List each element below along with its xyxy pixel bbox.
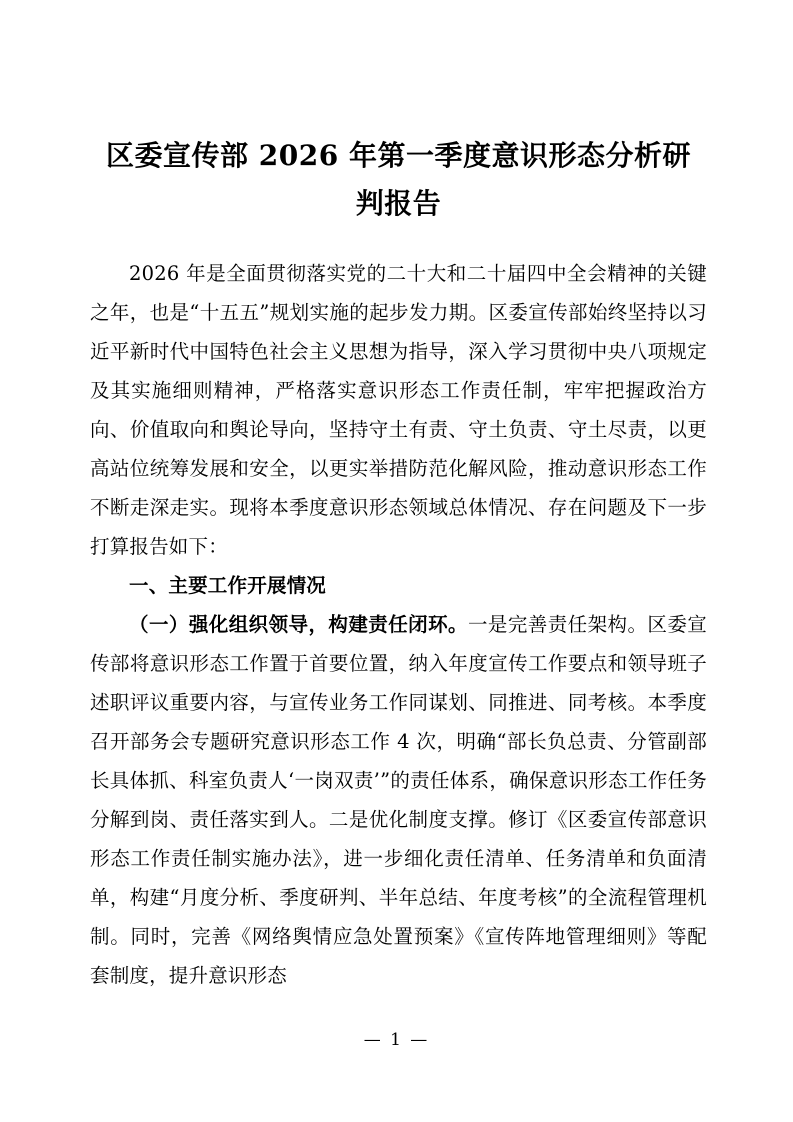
section-heading-1: 一、主要工作开展情况: [129, 574, 327, 597]
page-number: — 1 —: [363, 1030, 430, 1050]
page-title: 区委宣传部 2026 年第一季度意识形态分析研判报告: [106, 139, 691, 220]
paragraph-intro: 2026 年是全面贯彻落实党的二十大和二十届四中全会精神的关键之年，也是“十五五”规划实施的起步发力期。区委宣传部始终坚持以习近平新时代中国特色社会主义思想为指导，深入学习贯彻中央八项规定及其实施细则精神，严格落实意识形态工作责任制，牢牢把握政治方向、价值取向和舆论导向，坚持守土有责、守土负责、守土尽责，以更高站位统筹发展和安全，以更实举措防范化解风险，推动意识形态工作不断走深走实。现将本季度意识形态领域总体情况、存在问题及下一步打算报告如下：: [90, 262, 707, 558]
paragraph-body: 一是完善责任架构。区委宣传部将意识形态工作置于首要位置，纳入年度宣传工作要点和领导班子述职评议重要内容，与宣传业务工作同谋划、同推进、同考核。本季度召开部务会专题研究意识形态工作 4 次，明确“部长负总责、分管副部长具体抓、科室负责人‘一岗双责’”的责任体系，确保意识形态工作任务分解到岗、责任落实到人。二是优化制度支撑。修订《区委宣传部意识形态工作责任制实施办法》，进一步细化责任清单、任务清单和负面清单，构建“月度分析、季度研判、半年总结、年度考核”的全流程管理机制。同时，完善《网络舆情应急处置预案》《宣传阵地管理细则》等配套制度，提升意识形态: [90, 613, 707, 987]
paragraph-lead: （一）强化组织领导，构建责任闭环。: [129, 613, 468, 636]
paragraph-subsection-1: [90, 605, 707, 995]
